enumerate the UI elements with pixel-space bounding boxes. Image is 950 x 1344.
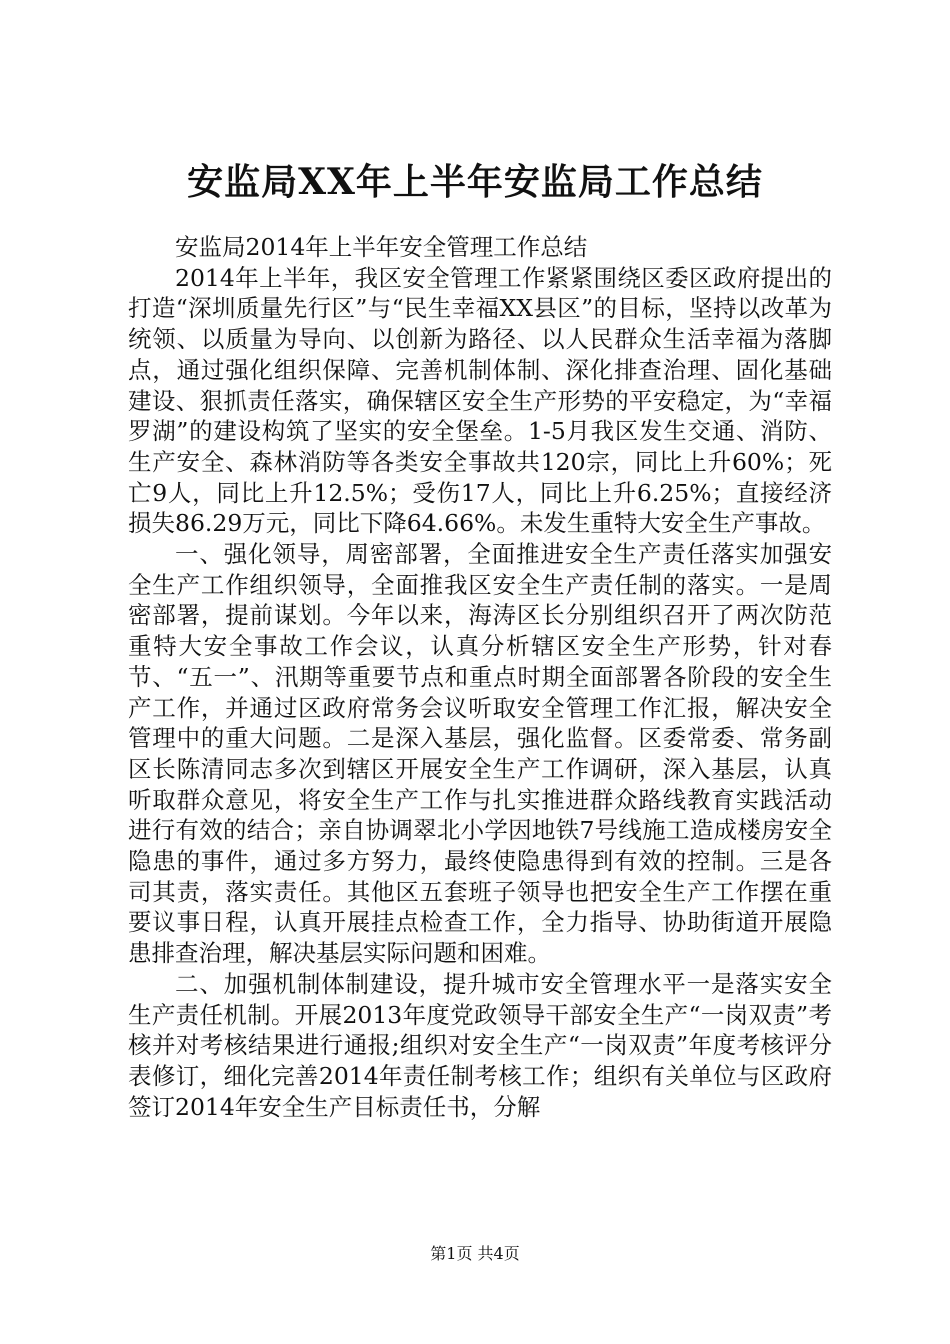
- paragraph-section-one: 一、强化领导，周密部署，全面推进安全生产责任落实加强安全生产工作组织领导，全面推我区安全生产责任制的落实。一是周密部署，提前谋划。今年以来，海涛区长分别组织召开了两次防范重特大安全事故工作会议，认真分析辖区安全生产形势，针对春节、“五一”、汛期等重要节点和重点时期全面部署各阶段的安全生产工作，并通过区政府常务会议听取安全管理工作汇报，解决安全管理中的重大问题。二是深入基层，强化监督。区委常委、常务副区长陈清同志多次到辖区开展安全生产工作调研，深入基层，认真听取群众意见，将安全生产工作与扎实推进群众路线教育实践活动进行有效的结合；亲自协调翠北小学因地铁7号线施工造成楼房安全隐患的事件，通过多方努力，最终使隐患得到有效的控制。三是各司其责，落实责任。其他区五套班子领导也把安全生产工作摆在重要议事日程，认真开展挂点检查工作，全力指导、协助街道开展隐患排查治理，解决基层实际问题和困难。: [128, 540, 832, 968]
- paragraph-subtitle: 安监局2014年上半年安全管理工作总结: [175, 233, 588, 261]
- paragraph-overview: 2014年上半年，我区安全管理工作紧紧围绕区委区政府提出的打造“深圳质量先行区”与“民生幸福XX县区”的目标，坚持以改革为统领、以质量为导向、以创新为路径、以人民群众生活幸福为落脚点，通过强化组织保障、完善机制体制、深化排查治理、固化基础建设、狠抓责任落实，确保辖区安全生产形势的平安稳定，为“幸福罗湖”的建设构筑了坚实的安全堡垒。1-5月我区发生交通、消防、生产安全、森林消防等各类安全事故共120宗，同比上升60%；死亡9人，同比上升12.5%；受伤17人，同比上升6.25%；直接经济损失86.29万元，同比下降64.66%。未发生重特大安全生产事故。: [128, 263, 832, 538]
- document-title: 安监局XX年上半年安监局工作总结: [187, 161, 763, 203]
- page-footer: 第1页 共4页: [430, 1244, 520, 1263]
- document-body: [128, 232, 832, 1122]
- paragraph-section-two: 二、加强机制体制建设，提升城市安全管理水平一是落实安全生产责任机制。开展2013年度党政领导干部安全生产“一岗双责”考核并对考核结果进行通报;组织对安全生产“一岗双责”年度考核评分表修订，细化完善2014年责任制考核工作；组织有关单位与区政府签订2014年安全生产目标责任书，分解: [128, 969, 832, 1121]
